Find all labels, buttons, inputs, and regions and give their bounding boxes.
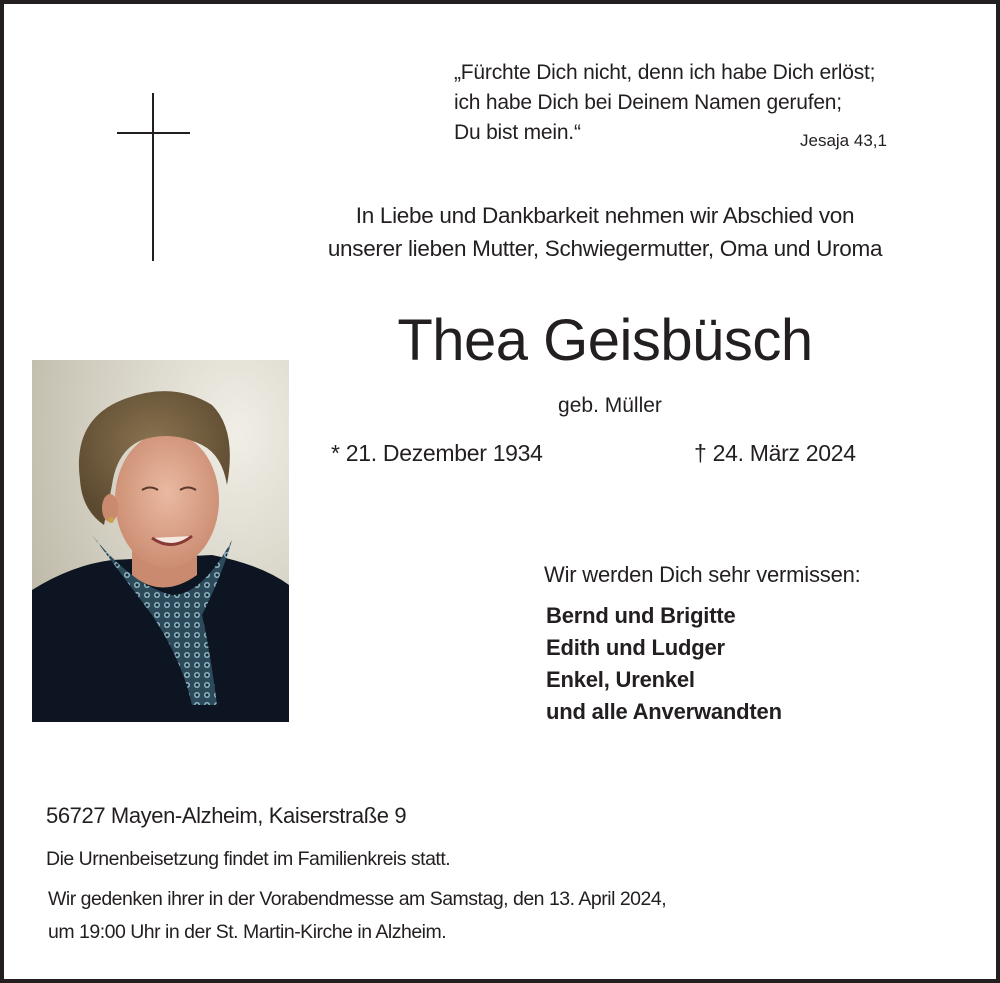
deceased-name: Thea Geisbüsch: [397, 308, 813, 373]
quote-line: ich habe Dich bei Deinem Namen gerufen;: [454, 91, 842, 114]
memorial-line: Wir gedenken ihrer in der Vorabendmesse am Samstag, den 13. April 2024,: [48, 888, 667, 910]
cross-vertical-bar: [152, 93, 154, 261]
portrait-illustration: [32, 360, 289, 722]
mourner-entry: Edith und Ludger: [546, 635, 725, 660]
mourners-list: [546, 600, 782, 728]
intro-line: In Liebe und Dankbarkeit nehmen wir Abschied von: [355, 203, 855, 228]
family-address: 56727 Mayen-Alzheim, Kaiserstraße 9: [46, 803, 407, 828]
death-date: † 24. März 2024: [694, 440, 856, 466]
memorial-line: um 19:00 Uhr in der St. Martin-Kirche in Alzheim.: [48, 921, 447, 943]
intro-line: unserer lieben Mutter, Schwiegermutter, Oma und Uroma: [327, 236, 883, 261]
quote-line: „Fürchte Dich nicht, denn ich habe Dich erlöst;: [454, 61, 876, 84]
maiden-name: geb. Müller: [558, 394, 662, 417]
mourner-entry: Bernd und Brigitte: [546, 603, 736, 628]
portrait-photo: [32, 360, 289, 722]
mourner-entry: und alle Anverwandten: [546, 699, 782, 724]
quote-source: Jesaja 43,1: [800, 131, 887, 150]
cross-horizontal-bar: [117, 132, 190, 134]
quote-line: Du bist mein.“: [454, 121, 581, 144]
memorial-mass-note: [48, 883, 666, 949]
mourners-heading: Wir werden Dich sehr vermissen:: [544, 562, 861, 587]
mourner-entry: Enkel, Urenkel: [546, 667, 695, 692]
birth-date: * 21. Dezember 1934: [331, 440, 543, 466]
burial-note: Die Urnenbeisetzung findet im Familienkreis statt.: [46, 848, 451, 870]
farewell-intro: [250, 199, 960, 265]
